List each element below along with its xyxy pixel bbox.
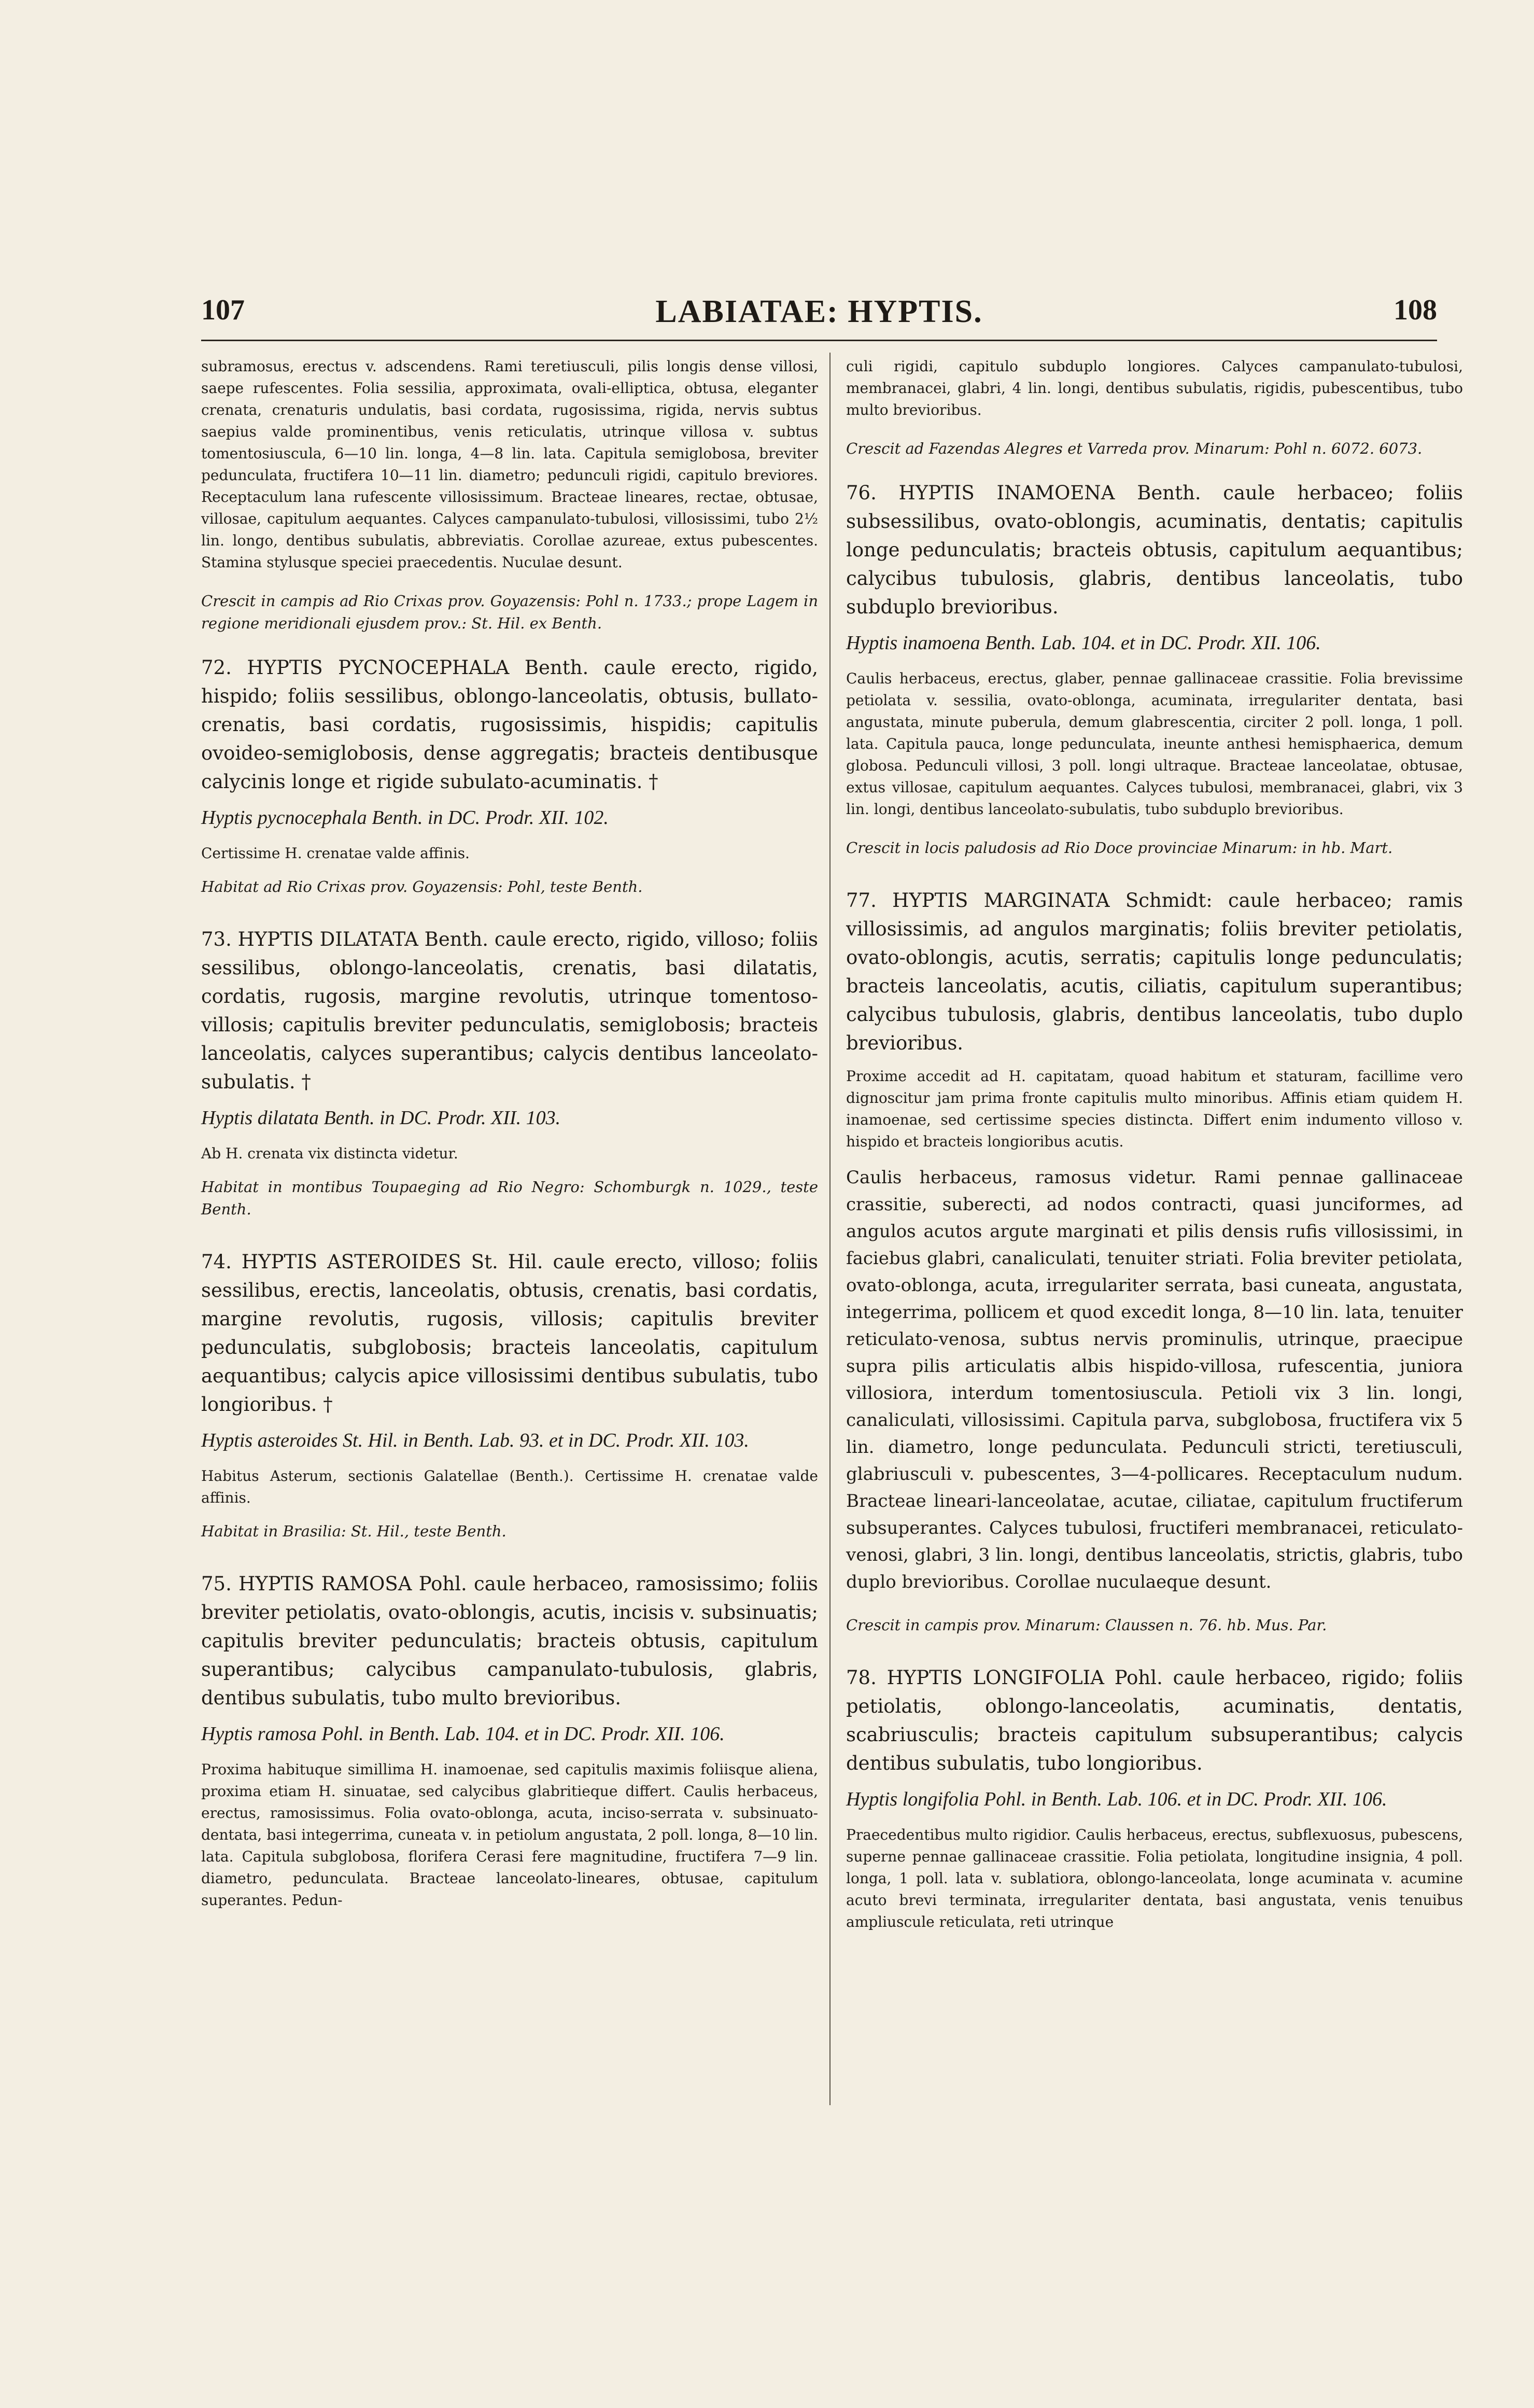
species-diagnosis: 75. HYPTIS RAMOSA Pohl. caule herbaceo, ramosissimo; foliis breviter petiolatis, ovato-oblongis, acutis, incisis v. subsinuatis; capitulis breviter pedunculatis; bracteis obtusis, capitulum superantibus; calycibus campanulato-tubulosis, glabris, dentibus subulatis, tubo multo brevioribus.: [201, 1573, 818, 1709]
species-habitat: Habitat ad Rio Crixas prov. Goyazensis: Pohl, teste Benth.: [201, 878, 643, 895]
species-reference: Hyptis asteroides St. Hil. in Benth. Lab. 93. et in DC. Prodr. XII. 103.: [201, 1430, 749, 1451]
species-reference: Hyptis inamoena Benth. Lab. 104. et in DC. Prodr. XII. 106.: [846, 632, 1321, 654]
species-description: Praecedentibus multo rigidior. Caulis herbaceus, erectus, subflexuosus, pubescens, superne pennae gallinaceae crassitie. Folia petiolata, longitudine insignia, 4 poll. longa, 1 poll. lata v. sublatiora, oblongo-lanceolata, longe acuminata v. acumine acuto brevi terminata, irregulariter dentata, basi angustata, venis tenuibus ampliuscule reticulata, reti utrinque: [846, 1826, 1463, 1930]
page-number-right: 108: [1394, 294, 1437, 326]
species-74: [201, 1248, 818, 1543]
species-diagnosis: 78. HYPTIS LONGIFOLIA Pohl. caule herbaceo, rigido; foliis petiolatis, oblongo-lanceolatis, acuminatis, dentatis, scabriusculis; bracteis capitulum subsuperantibus; calycis dentibus subulatis, tubo longioribus.: [846, 1667, 1463, 1774]
species-reference: Hyptis ramosa Pohl. in Benth. Lab. 104. et in DC. Prodr. XII. 106.: [201, 1723, 725, 1745]
species-note: Ab H. crenata vix distincta videtur.: [201, 1145, 458, 1162]
species-reference: Hyptis dilatata Benth. in DC. Prodr. XII. 103.: [201, 1107, 561, 1129]
continued-description: subramosus, erectus v. adscendens. Rami teretiusculi, pilis longis dense villosi, saepe rufescentes. Folia sessilia, approximata, ovali-elliptica, obtusa, eleganter crenata, crenaturis undulatis, basi cordata, rugosissima, rigida, nervis subtus saepius valde prominentibus, venis reticulatis, utrinque villosa v. subtus tomentosiuscula, 6—10 lin. longa, 4—8 lin. lata. Capitula semiglobosa, breviter pedunculata, fructifera 10—11 lin. diametro; pedunculi rigidi, capitulo breviores. Receptaculum lana rufescente villosissimum. Bracteae lineares, rectae, obtusae, villosae, capitulum aequantes. Calyces campanulato-tubulosi, villosissimi, tubo 2½ lin. longo, dentibus subulatis, abbreviatis. Corollae azureae, extus pubescentes. Stamina stylusque speciei praecedentis. Nuculae desunt.: [201, 358, 818, 571]
species-note: Proxime accedit ad H. capitatam, quoad habitum et staturam, facillime vero dignoscitur jam prima fronte capitulis multo minoribus. Affinis etiam quidem H. inamoenae, sed certissime species distincta. Differt enim indumento villoso v. hispido et bracteis longioribus acutis.: [846, 1068, 1463, 1150]
species-habitat: Crescit in locis paludosis ad Rio Doce provinciae Minarum: in hb. Mart.: [846, 839, 1393, 857]
continued-citation: Crescit ad Fazendas Alegres et Varreda prov. Minarum: Pohl n. 6072. 6073.: [846, 440, 1423, 457]
species-reference: Hyptis longifolia Pohl. in Benth. Lab. 106. et in DC. Prodr. XII. 106.: [846, 1788, 1387, 1810]
species-diagnosis: 77. HYPTIS MARGINATA Schmidt: caule herbaceo; ramis villosissimis, ad angulos marginatis; foliis breviter petiolatis, ovato-oblongis, acutis, serratis; capitulis longe pedunculatis; bracteis lanceolatis, acutis, ciliatis, capitulum superantibus; calycibus tubulosis, glabris, dentibus lanceolatis, tubo duplo brevioribus.: [846, 889, 1463, 1054]
species-diagnosis: 74. HYPTIS ASTEROIDES St. Hil. caule erecto, villoso; foliis sessilibus, erectis, lanceolatis, obtusis, crenatis, basi cordatis, margine revolutis, rugosis, villosis; capitulis breviter pedunculatis, subglobosis; bracteis lanceolatis, capitulum aequantibus; calycis apice villosissimi dentibus subulatis, tubo longioribus. †: [201, 1251, 818, 1416]
header-rule: [201, 340, 1437, 341]
species-78: [846, 1663, 1463, 1933]
species-habitat: Crescit in campis prov. Minarum: Claussen n. 76. hb. Mus. Par.: [846, 1616, 1327, 1634]
species-description: Caulis herbaceus, ramosus videtur. Rami pennae gallinaceae crassitie, suberecti, ad nodos contracti, quasi junciformes, ad angulos acutos argute marginati et pilis densis rufis villosissimi, in faciebus glabri, canaliculati, tenuiter striati. Folia breviter petiolata, ovato-oblonga, acuta, irregulariter serrata, basi cuneata, angustata, integerrima, pollicem et quod excedit longa, 8—10 lin. lata, tenuiter reticulato-venosa, subtus nervis prominulis, utrinque, praecipue supra pilis articulatis albis hispido-villosa, rufescentia, juniora villosiora, interdum tomentosiuscula. Petioli vix 3 lin. longi, canaliculati, villosissimi. Capitula parva, subglobosa, fructifera vix 5 lin. diametro, longe pedunculata. Pedunculi stricti, teretiusculi, glabriusculi v. pubescentes, 3—4-pollicares. Receptaculum nudum. Bracteae lineari-lanceolatae, acutae, ciliatae, capitulum fructiferum subsuperantes. Calyces tubulosi, fructiferi membranacei, reticulato-venosi, glabri, 3 lin. longi, dentibus lanceolatis, strictis, glabris, tubo duplo brevioribus. Corollae nuculaeque desunt.: [846, 1167, 1463, 1592]
species-note: Habitus Asterum, sectionis Galatellae (Benth.). Certissime H. crenatae valde affinis.: [201, 1467, 818, 1506]
species-habitat: Habitat in montibus Toupaeging ad Rio Negro: Schomburgk n. 1029., teste Benth.: [201, 1178, 818, 1218]
column-divider: [829, 353, 831, 2105]
species-reference: Hyptis pycnocephala Benth. in DC. Prodr. XII. 102.: [201, 807, 609, 829]
species-habitat: Habitat in Brasilia: St. Hil., teste Benth.: [201, 1522, 506, 1540]
species-77: [846, 886, 1463, 1636]
species-description: Proxima habituque simillima H. inamoenae, sed capitulis maximis foliisque aliena, proxima etiam H. sinuatae, sed calycibus glabritieque differt. Caulis herbaceus, erectus, ramosissimus. Folia ovato-oblonga, acuta, inciso-serrata v. subsinuato-dentata, basi integerrima, cuneata v. in petiolum angustata, 2 poll. longa, 8—10 lin. lata. Capitula subglobosa, florifera Cerasi fere magnitudine, fructifera 7—9 lin. diametro, pedunculata. Bracteae lanceolato-lineares, obtusae, capitulum superantes. Pedun-: [201, 1761, 818, 1909]
page-number-left: 107: [201, 294, 245, 326]
species-diagnosis: 73. HYPTIS DILATATA Benth. caule erecto, rigido, villoso; foliis sessilibus, oblongo-lanceolatis, crenatis, basi dilatatis, cordatis, rugosis, margine revolutis, utrinque tomentoso-villosis; capitulis breviter pedunculatis, semiglobosis; bracteis lanceolatis, calyces superantibus; calycis dentibus lanceolato-subulatis. †: [201, 928, 818, 1093]
species-note: Certissime H. crenatae valde affinis.: [201, 845, 470, 862]
species-75: [201, 1570, 818, 1911]
running-header: [201, 293, 1437, 340]
species-76: [846, 479, 1463, 859]
species-description: Caulis herbaceus, erectus, glaber, pennae gallinaceae crassitie. Folia brevissime petiolata v. sessilia, ovato-oblonga, acuminata, irregulariter dentata, basi angustata, minute puberula, demum glabrescentia, circiter 2 poll. longa, 1 poll. lata. Capitula pauca, longe pedunculata, ineunte anthesi hemisphaerica, demum globosa. Pedunculi villosi, 3 poll. longi ultraque. Bracteae lanceolatae, obtusae, extus villosae, capitulum aequantes. Calyces tubulosi, membranacei, glabri, vix 3 lin. longi, dentibus lanceolato-subulatis, tubo subduplo brevioribus.: [846, 670, 1463, 818]
running-title: LABIATAE: HYPTIS.: [655, 294, 983, 329]
species-diagnosis: 76. HYPTIS INAMOENA Benth. caule herbaceo; foliis subsessilibus, ovato-oblongis, acuminatis, dentatis; capitulis longe pedunculatis; bracteis obtusis, capitulum aequantibus; calycibus tubulosis, glabris, dentibus lanceolatis, tubo subduplo brevioribus.: [846, 482, 1463, 618]
species-72: [201, 653, 818, 898]
right-column: [846, 356, 1463, 1960]
species-73: [201, 925, 818, 1221]
species-diagnosis: 72. HYPTIS PYCNOCEPHALA Benth. caule erecto, rigido, hispido; foliis sessilibus, oblongo-lanceolatis, obtusis, bullato-crenatis, basi cordatis, rugosissimis, hispidis; capitulis ovoideo-semiglobosis, dense aggregatis; bracteis dentibusque calycinis longe et rigide subulato-acuminatis. †: [201, 656, 818, 793]
left-column: [201, 356, 818, 1938]
continued-citation: Crescit in campis ad Rio Crixas prov. Goyazensis: Pohl n. 1733.; prope Lagem in regione meridionali ejusdem prov.: St. Hil. ex Benth.: [201, 592, 818, 632]
continued-description: culi rigidi, capitulo subduplo longiores. Calyces campanulato-tubulosi, membranacei, glabri, 4 lin. longi, dentibus subulatis, rigidis, pubescentibus, tubo multo brevioribus.: [846, 358, 1463, 418]
